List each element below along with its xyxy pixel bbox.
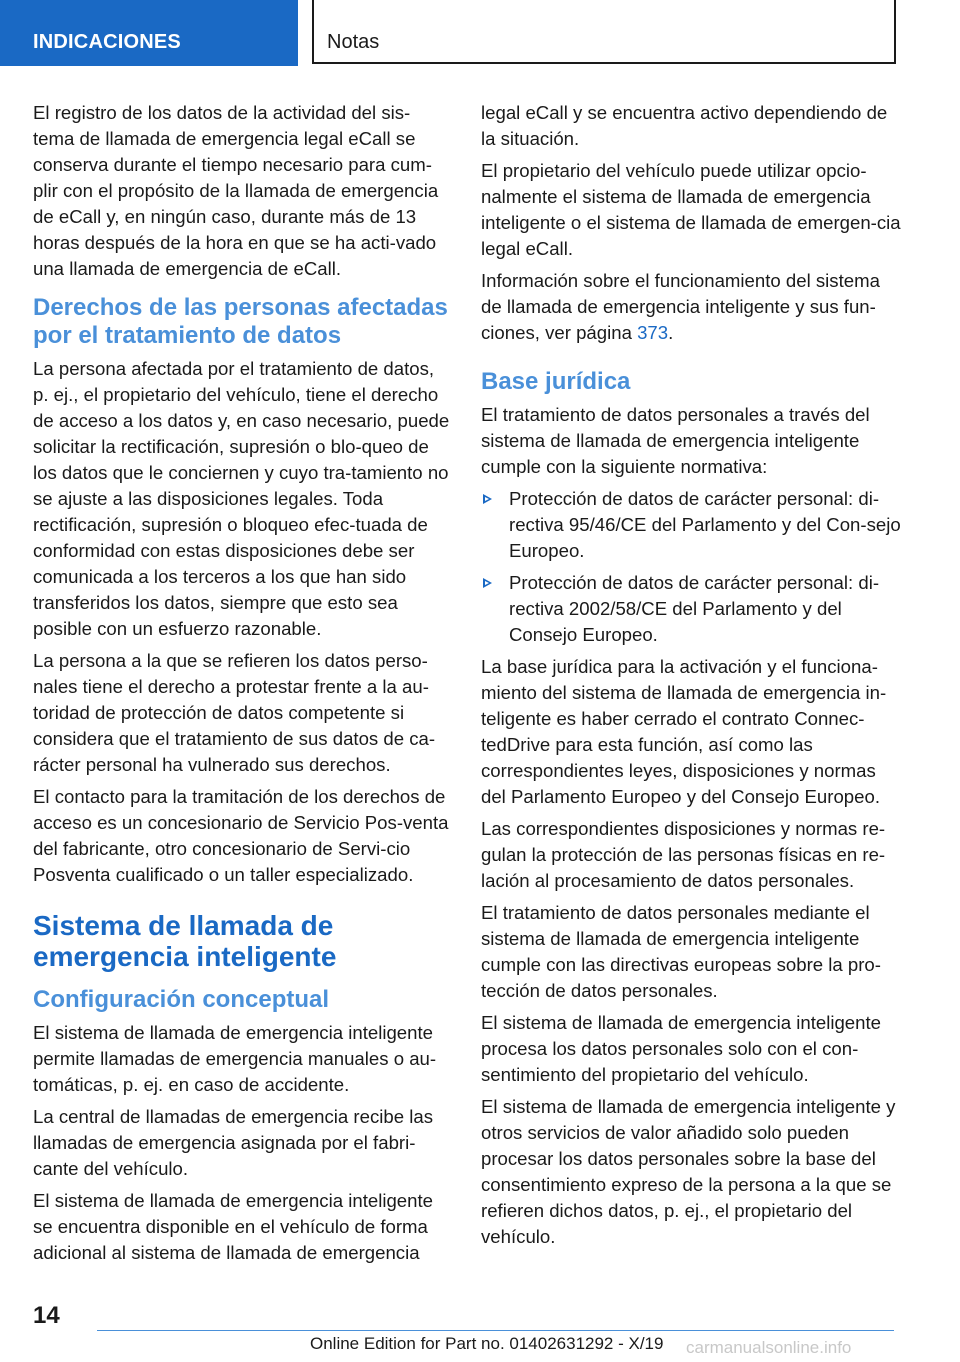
paragraph: El registro de los datos de la actividad del sis-tema de llamada de emergencia legal eCall se conserva durante el tiempo necesario para cum-plir con el propósito de la llamada de emergencia de eCall y, en ningún caso, durante más de 13 horas después de la hora en que se ha acti-vado una llamada de emergencia de eCall. bbox=[33, 102, 439, 279]
list-item bbox=[481, 570, 901, 648]
paragraph: La base jurídica para la activación y el funciona-miento del sistema de llamada de emergencia in-teligente es haber cerrado el contrato Connec-tedDrive para esta función, así como las correspondientes leyes, disposiciones y normas del Parlamento Europeo y del Consejo Europeo. bbox=[481, 656, 887, 807]
page-link[interactable]: 373 bbox=[637, 322, 669, 343]
footer-divider bbox=[97, 1330, 894, 1331]
paragraph: La persona a la que se refieren los datos perso-nales tiene el derecho a protestar frente a la au-toridad de protección de datos competente si considera que el tratamiento de sus datos de ca-rácter personal ha vulnerado sus derechos. bbox=[33, 650, 436, 775]
list-item-text: Protección de datos de carácter personal: di-rectiva 95/46/CE del Parlamento y del Con-sejo Europeo. bbox=[509, 488, 901, 561]
triangle-bullet-icon bbox=[483, 494, 492, 504]
paragraph: La persona afectada por el tratamiento de datos, p. ej., el propietario del vehículo, tiene el derecho de acceso a los datos y, en caso necesario, puede solicitar la rectificación, supresión o blo-queo de los datos que le conciernen y cuyo tra-tamiento no se ajuste a las disposiciones legales. Toda rectificación, supresión o bloqueo efec-tuada de conformidad con estas disposiciones debe ser comunicada a los terceros a los que han sido transferidos los datos, siempre que esto sea posible con un esfuerzo razonable. bbox=[33, 358, 450, 639]
paragraph-text: Información sobre el funcionamiento del sistema de llamada de emergencia inteligente y sus fun-ciones, ver página bbox=[481, 270, 880, 343]
paragraph: La central de llamadas de emergencia recibe las llamadas de emergencia asignada por el fabri-cante del vehículo. bbox=[33, 1106, 433, 1179]
section-tab: INDICACIONES bbox=[0, 0, 298, 66]
page-number: 14 bbox=[33, 1302, 60, 1329]
paragraph: El sistema de llamada de emergencia inteligente permite llamadas de emergencia manuales o au-tomáticas, p. ej. en caso de accidente. bbox=[33, 1022, 437, 1095]
heading-derechos: Derechos de las personas afectadas por el tratamiento de datos bbox=[33, 294, 448, 349]
footer-edition: Online Edition for Part no. 01402631292 - X/19 bbox=[310, 1334, 664, 1353]
paragraph: El sistema de llamada de emergencia inteligente se encuentra disponible en el vehículo de forma adicional al sistema de llamada de emergencia bbox=[33, 1190, 433, 1263]
heading-sistema: Sistema de llamada de emergencia inteligente bbox=[33, 910, 337, 972]
paragraph: El tratamiento de datos personales mediante el sistema de llamada de emergencia inteligente cumple con las directivas europeas sobre la pro-tección de datos personales. bbox=[481, 902, 881, 1001]
heading-configuracion: Configuración conceptual bbox=[33, 986, 330, 1013]
right-column bbox=[481, 100, 901, 1256]
paragraph: legal eCall y se encuentra activo dependiendo de la situación. bbox=[481, 102, 888, 149]
paragraph: El propietario del vehículo puede utilizar opcio-nalmente el sistema de llamada de emergencia inteligente o el sistema de llamada de emergen-cia legal eCall. bbox=[481, 160, 901, 259]
paragraph: El sistema de llamada de emergencia inteligente procesa los datos personales solo con el con-sentimiento del propietario del vehículo. bbox=[481, 1012, 881, 1085]
list-item bbox=[481, 486, 901, 564]
heading-base-juridica: Base jurídica bbox=[481, 368, 631, 395]
paragraph bbox=[481, 268, 901, 346]
list-item-text: Protección de datos de carácter personal: di-rectiva 2002/58/CE del Parlamento y del Consejo Europeo. bbox=[509, 572, 880, 645]
page-header bbox=[0, 0, 960, 66]
bullet-list bbox=[481, 486, 901, 648]
paragraph: El sistema de llamada de emergencia inteligente y otros servicios de valor añadido solo pueden procesar los datos personales sobre la base del consentimiento expreso de la persona a la que se refieren dichos datos, p. ej., el propietario del vehículo. bbox=[481, 1096, 896, 1247]
watermark: carmanualsonline.info bbox=[686, 1338, 852, 1357]
paragraph: El contacto para la tramitación de los derechos de acceso es un concesionario de Servicio Pos-venta del fabricante, otro concesionario de Servi-cio Posventa cualificado o un taller especializado. bbox=[33, 786, 449, 885]
paragraph-end: . bbox=[668, 322, 674, 343]
left-column bbox=[33, 100, 451, 1272]
notes-box: Notas bbox=[312, 0, 896, 64]
triangle-bullet-icon bbox=[483, 578, 492, 588]
paragraph: Las correspondientes disposiciones y normas re-gulan la protección de las personas físicas en re-lación al procesamiento de datos personales. bbox=[481, 818, 886, 891]
paragraph: El tratamiento de datos personales a través del sistema de llamada de emergencia inteligente cumple con la siguiente normativa: bbox=[481, 404, 870, 477]
